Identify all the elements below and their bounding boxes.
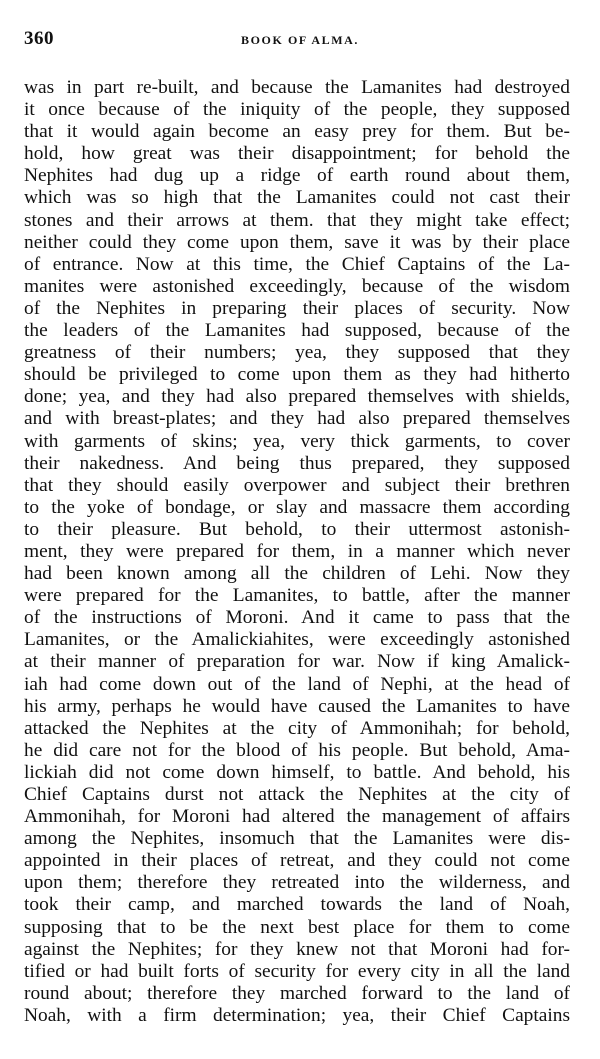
text-line: Nephites had dug up a ridge of earth round about them, [24,165,570,187]
text-line: manites were astonished exceedingly, because of the wisdom [24,275,570,297]
text-line: he did care not for the blood of his people. But behold, Ama- [24,739,570,761]
text-line: neither could they come upon them, save it was by their place [24,231,570,253]
text-line: done; yea, and they had also prepared themselves with shields, [24,386,570,408]
text-line: that they should easily overpower and subject their brethren [24,474,570,496]
text-line: to the yoke of bondage, or slay and massacre them according [24,496,570,518]
text-line: of the instructions of Moroni. And it came to pass that the [24,607,570,629]
text-line: to their pleasure. But behold, to their uttermost astonish- [24,518,570,540]
text-line: took their camp, and marched towards the land of Noah, [24,894,570,916]
text-line: tified or had built forts of security for every city in all the land [24,960,570,982]
text-line: Noah, with a firm determination; yea, their Chief Captains [24,1004,570,1026]
page-number: 360 [24,28,54,49]
running-head: BOOK OF ALMA. [240,33,360,47]
text-line: round about; therefore they marched forward to the land of [24,982,570,1004]
text-line: his army, perhaps he would have caused the Lamanites to have [24,695,570,717]
text-line: stones and their arrows at them. that they might take effect; [24,209,570,231]
text-line: with garments of skins; yea, very thick garments, to cover [24,430,570,452]
text-line: attacked the Nephites at the city of Ammonihah; for behold, [24,717,570,739]
text-line: among the Nephites, insomuch that the Lamanites were dis- [24,828,570,850]
text-line: that it would again become an easy prey for them. But be- [24,121,570,143]
text-line: of entrance. Now at this time, the Chief Captains of the La- [24,253,570,275]
text-line: the leaders of the Lamanites had supposed, because of the [24,320,570,342]
text-line: at their manner of preparation for war. Now if king Amalick- [24,651,570,673]
text-line: lickiah did not come down himself, to battle. And behold, his [24,761,570,783]
text-line: were prepared for the Lamanites, to battle, after the manner [24,585,570,607]
text-line: supposing that to be the next best place for them to come [24,916,570,938]
text-line: was in part re-built, and because the Lamanites had destroyed [24,77,570,98]
text-line: Lamanites, or the Amalickiahites, were exceedingly astonished [24,629,570,651]
text-line: Chief Captains durst not attack the Nephites at the city of [24,784,570,805]
text-line: and with breast-plates; and they had also prepared themselves [24,408,570,430]
text-line: against the Nephites; for they knew not that Moroni had for- [24,938,570,960]
text-line: had been known among all the children of Lehi. Now they [24,563,570,585]
text-line: of the Nephites in preparing their places of security. Now [24,297,570,319]
text-line: which was so high that the Lamanites could not cast their [24,187,570,209]
text-line: ment, they were prepared for them, in a manner which never [24,540,570,562]
text-line: Ammonihah, for Moroni had altered the management of affairs [24,806,570,828]
text-line: upon them; therefore they retreated into the wilderness, and [24,872,570,894]
text-line: iah had come down out of the land of Nephi, at the head of [24,673,570,695]
text-line: their nakedness. And being thus prepared, they supposed [24,452,570,474]
text-line: appointed in their places of retreat, and they could not come [24,850,570,872]
text-line: should be privileged to come upon them as they had hitherto [24,364,570,386]
text-line: it once because of the iniquity of the people, they supposed [24,99,570,121]
text-line: hold, how great was their disappointment; for behold the [24,143,570,165]
body-text [24,77,570,1027]
text-line: greatness of their numbers; yea, they supposed that they [24,342,570,364]
